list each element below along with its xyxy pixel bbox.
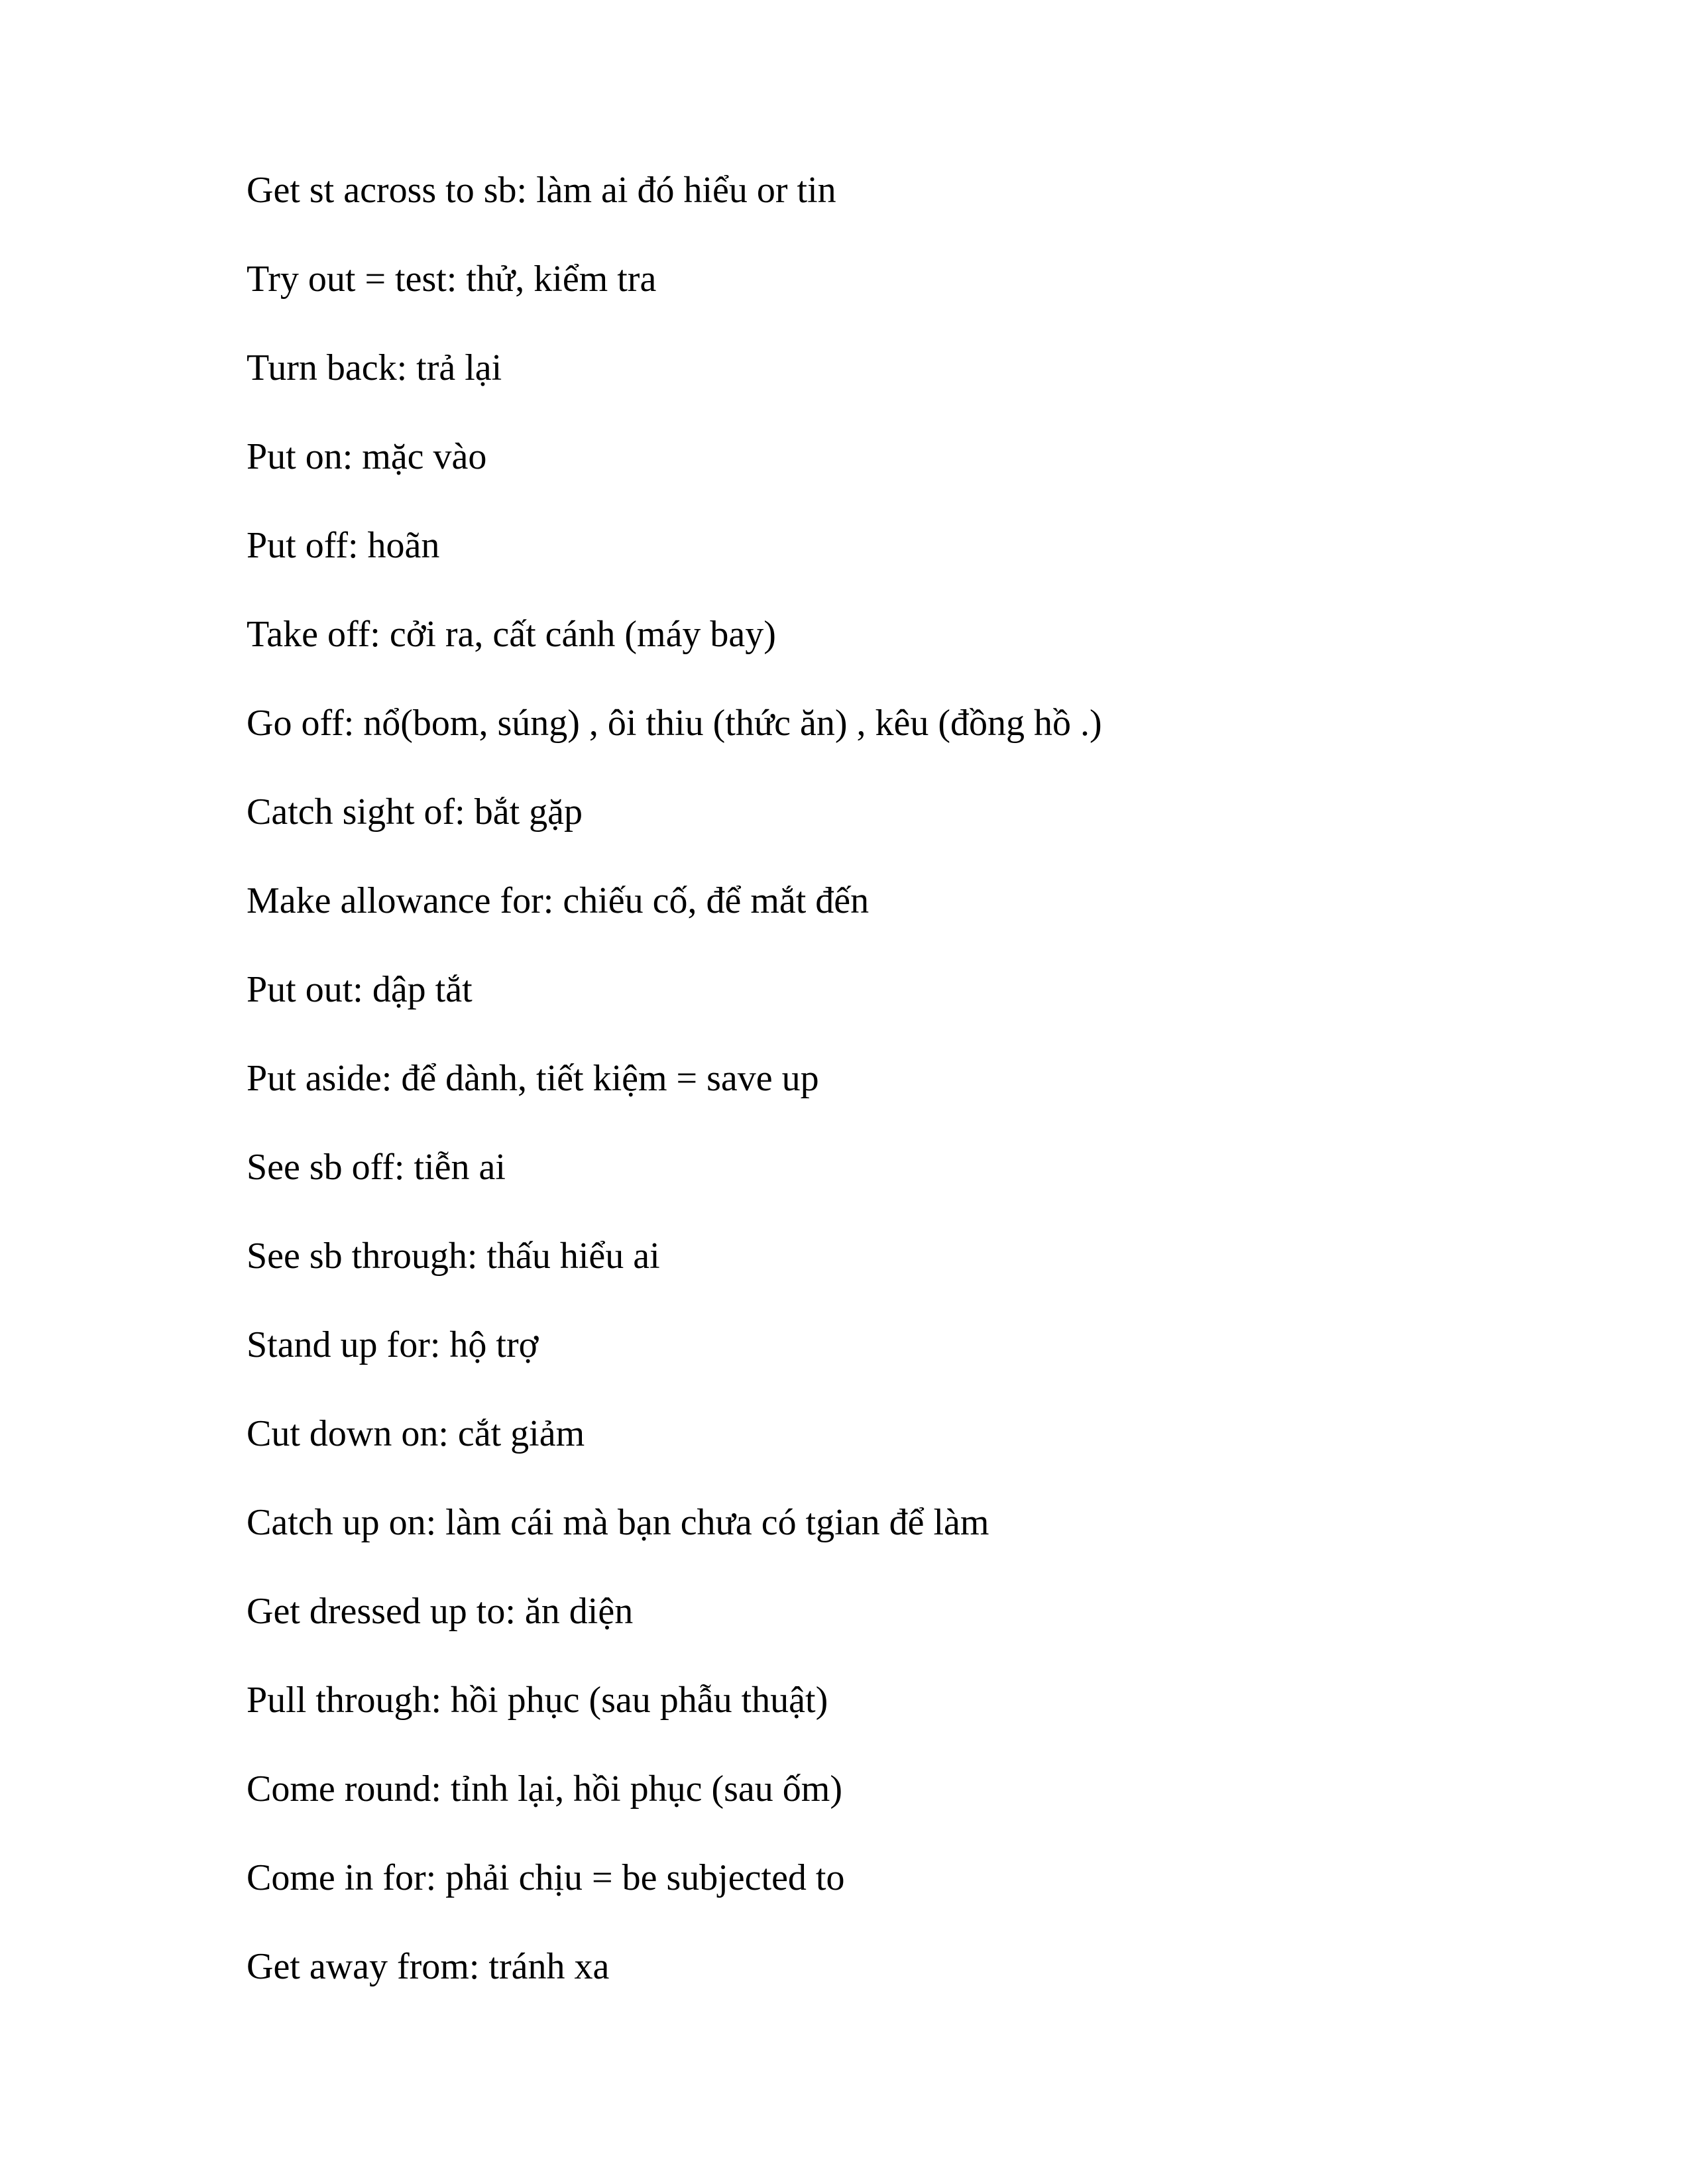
list-item: Come round: tỉnh lại, hồi phục (sau ốm) bbox=[247, 1768, 842, 1810]
list-item: Stand up for: hộ trợ bbox=[247, 1324, 539, 1365]
list-item: Put aside: để dành, tiết kiệm = save up bbox=[247, 1058, 819, 1099]
list-item: Catch up on: làm cái mà bạn chưa có tgian để làm bbox=[247, 1502, 989, 1543]
list-item: Put off: hoãn bbox=[247, 525, 440, 566]
list-item: See sb off: tiễn ai bbox=[247, 1147, 506, 1188]
list-item: Come in for: phải chịu = be subjected to bbox=[247, 1857, 845, 1898]
list-item: Make allowance for: chiếu cố, để mắt đến bbox=[247, 880, 870, 921]
list-item: Get away from: tránh xa bbox=[247, 1946, 610, 1987]
list-item: Turn back: trả lại bbox=[247, 347, 502, 388]
list-item: Try out = test: thử, kiểm tra bbox=[247, 259, 657, 300]
list-item: Get dressed up to: ăn diện bbox=[247, 1591, 634, 1632]
list-item: Cut down on: cắt giảm bbox=[247, 1413, 585, 1454]
list-item: Go off: nổ(bom, súng) , ôi thiu (thức ăn) , kêu (đồng hồ .) bbox=[247, 703, 1102, 744]
list-item: Catch sight of: bắt gặp bbox=[247, 791, 583, 833]
list-item: Put on: mặc vào bbox=[247, 436, 487, 477]
list-item: Take off: cởi ra, cất cánh (máy bay) bbox=[247, 614, 776, 655]
list-item: Pull through: hồi phục (sau phẫu thuật) bbox=[247, 1680, 828, 1721]
list-item: Get st across to sb: làm ai đó hiểu or tin bbox=[247, 170, 836, 211]
list-item: See sb through: thấu hiểu ai bbox=[247, 1236, 660, 1277]
phrasal-verb-list bbox=[247, 169, 1506, 2034]
list-item: Put out: dập tắt bbox=[247, 969, 473, 1010]
